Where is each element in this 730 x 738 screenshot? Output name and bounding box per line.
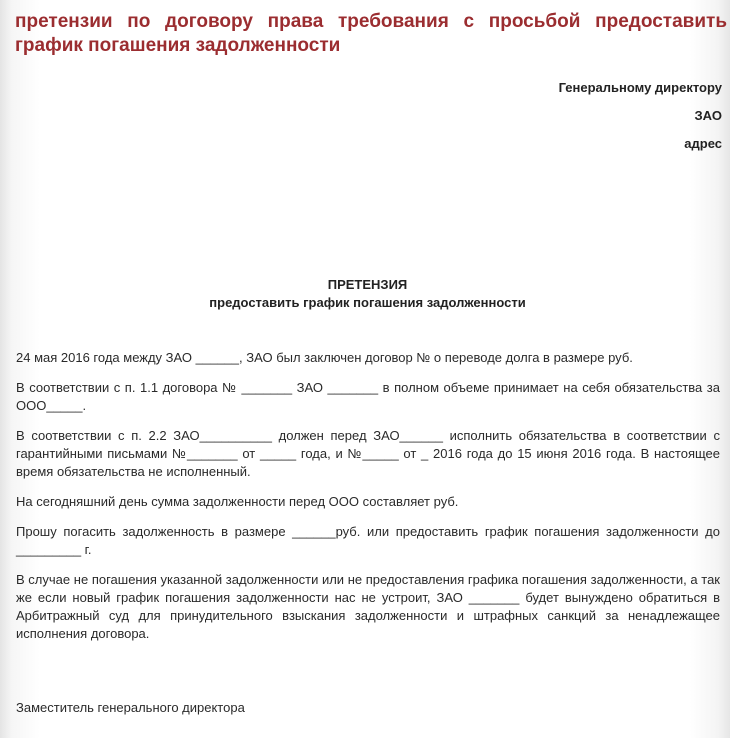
paragraph-consequences: В случае не погашения указанной задолженности или не предоставления графика погашения задолженности, а так же если новый график погашения задолженности нас не устроит, ЗАО _______ будет вынуждено обратиться в Арбитражный суд для принудительного взыскания задолженности и штрафных санкций за ненадлежащее исполнения договора. [16, 572, 720, 641]
paragraph-agreement: 24 мая 2016 года между ЗАО ______, ЗАО был заключен договор № о переводе долга в размере руб. [16, 350, 633, 365]
document-body [16, 349, 720, 655]
document-title-block [0, 276, 730, 312]
document-title: ПРЕТЕНЗИЯ [327, 277, 408, 292]
document-subtitle: предоставить график погашения задолженности [209, 295, 526, 310]
paragraph-guarantee-letters: В соответствии с п. 2.2 ЗАО__________ должен перед ЗАО______ исполнить обязательства в соответствии с гарантийными письмами №_______ от _____ года, и №_____ от _ 2016 года до 15 июня 2016 года. В настоящее время обязательства не исполненный. [16, 428, 720, 479]
paragraph-debt-amount: На сегодняшний день сумма задолженности перед ООО составляет руб. [16, 494, 459, 509]
recipient-position: Генеральному директору [558, 80, 722, 95]
recipient-company: ЗАО [694, 108, 722, 123]
signature-line: Заместитель генерального директора [16, 700, 245, 715]
page-heading: претензии по договору права требования с просьбой предоставить график погашения задолженности [15, 11, 727, 56]
paragraph-request: Прошу погасить задолженность в размере ______руб. или предоставить график погашения задолженности до _________ г. [16, 524, 720, 557]
paragraph-obligations-transfer: В соответствии с п. 1.1 договора № _______ ЗАО _______ в полном объеме принимает на себя обязательства за ООО_____. [16, 380, 720, 413]
recipient-block [559, 80, 722, 164]
recipient-address: адрес [684, 136, 722, 151]
